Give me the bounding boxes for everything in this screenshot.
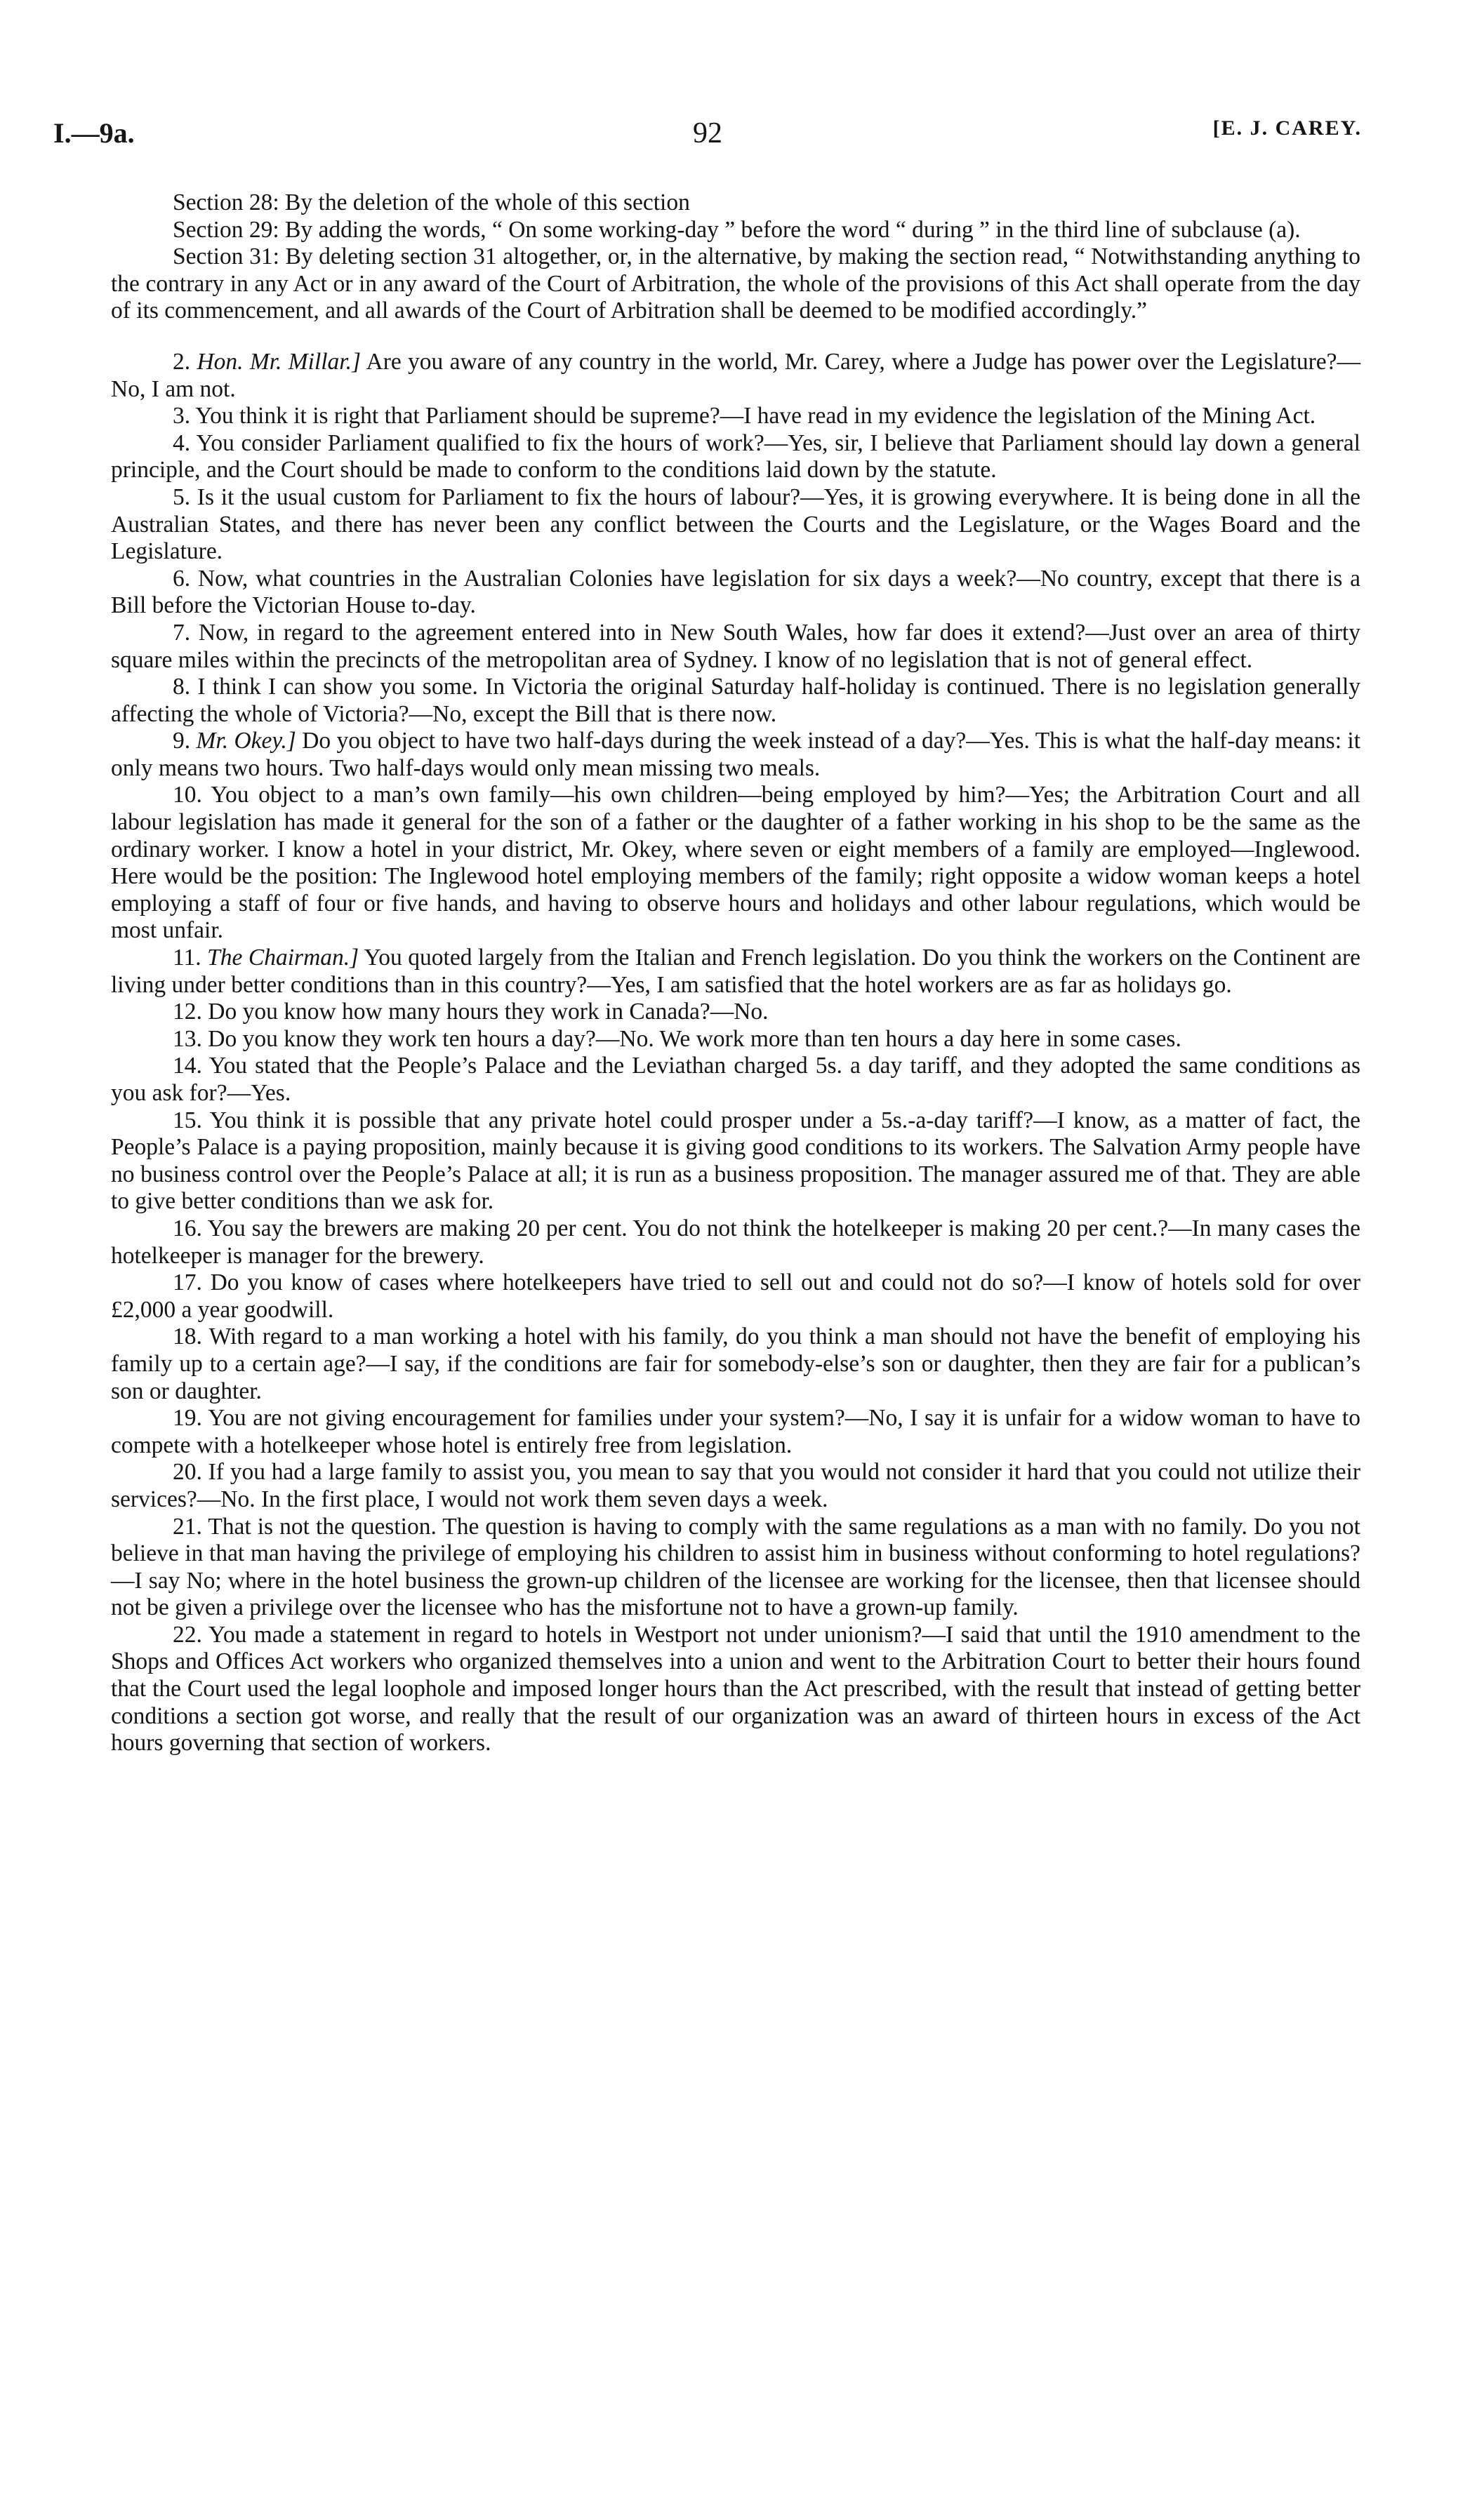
question-paragraph: [111, 620, 1360, 674]
question-paragraph: [111, 674, 1360, 728]
question-paragraph: [111, 1215, 1360, 1269]
question-paragraph: [111, 728, 1360, 782]
question-paragraph: [111, 1622, 1360, 1757]
section-amendment: Section 28: By the deletion of the whole of this section: [173, 189, 690, 215]
question-text: You made a statement in regard to hotels in Westport not under unionism?—I said that until the 1910 amendment to the Shops and Offices Act workers who organized themselves into a union and went to the Arbitration Court to better their hours found that the Court used the legal loophole and imposed longer hours than the Act prescribed, with the result that instead of getting better conditions a section got worse, and really that the result of our organization was an award of thirteen hours in excess of the Act hours governing that section of workers.: [111, 1621, 1360, 1756]
question-number: 6.: [173, 565, 191, 592]
question-text: Now, in regard to the agreement entered into in New South Wales, how far does it extend?—Just over an area of thirty square miles within the precincts of the metropolitan area of Sydney. I know of no legislation that is not of general effect.: [111, 619, 1360, 673]
question-number: 9.: [173, 728, 191, 754]
question-paragraph: [111, 484, 1360, 566]
question-text: You object to a man’s own family—his own children—being employed by him?—Yes; the Arbitration Court and all labour legislation has made it general for the son of a father or the daughter of a father working in his shop to be the same as the ordinary worker. I know a hotel in your district, Mr. Okey, where seven or eight members of a family are employed—Inglewood. Here would be the position: The Inglewood hotel employing members of the family; right opposite a widow woman keeps a hotel employing a staff of four or five hands, and having to observe hours and holidays and other labour regulations, which would be most unfair.: [111, 782, 1360, 944]
question-number: 16.: [173, 1215, 202, 1241]
section-amendment: Section 31: By deleting section 31 altogether, or, in the alternative, by making the section read, “ Notwithstanding anything to the contrary in any Act or in any award of the Court of Arbitration, the whole of the provisions of this Act shall operate from the day of its commencement, and all awards of the Court of Arbitration shall be deemed to be modified accordingly.”: [111, 244, 1360, 324]
question-text: Do you know how many hours they work in Canada?—No.: [208, 999, 769, 1025]
section-gap: [111, 325, 1360, 349]
question-paragraph: [111, 999, 1360, 1026]
page-number: 92: [693, 117, 722, 149]
page-header: [53, 116, 1362, 156]
question-paragraph: [111, 1405, 1360, 1459]
question-number: 21.: [173, 1513, 202, 1540]
question-paragraph: [111, 1324, 1360, 1405]
document-body: [111, 189, 1360, 1757]
question-paragraph: [111, 1459, 1360, 1513]
witness-name: [E. J. CAREY.: [1212, 116, 1362, 140]
question-text: Now, what countries in the Australian Colonies have legislation for six days a week?—No country, except that there is a Bill before the Victorian House to-day.: [111, 565, 1361, 619]
question-text: You quoted largely from the Italian and French legislation. Do you think the workers on the Continent are living under better conditions than in this country?—Yes, I am satisfied that the hotel workers are as far as holidays go.: [111, 945, 1360, 998]
question-number: 4.: [173, 429, 191, 456]
question-text: You stated that the People’s Palace and the Leviathan charged 5s. a day tariff, and they adopted the same conditions as you ask for?—Yes.: [111, 1053, 1360, 1106]
question-text: Are you aware of any country in the world, Mr. Carey, where a Judge has power over the Legislature?—No, I am not.: [111, 348, 1360, 402]
question-number: 15.: [173, 1107, 202, 1133]
speaker: Hon. Mr. Millar.]: [197, 348, 362, 375]
question-number: 20.: [173, 1459, 202, 1486]
question-paragraph: [111, 1026, 1360, 1053]
question-paragraph: [111, 1107, 1360, 1215]
question-number: 8.: [173, 674, 191, 700]
question-text: You think it is possible that any private hotel could prosper under a 5s.-a-day tariff?—I know, as a matter of fact, the People’s Palace is a paying proposition, mainly because it is giving good conditions to its workers. The Salvation Army people have no business control over the People’s Palace at all; it is run as a business proposition. The manager assured me of that. They are able to give better conditions than we ask for.: [111, 1107, 1360, 1215]
question-number: 10.: [173, 782, 202, 808]
question-text: You say the brewers are making 20 per cent. You do not think the hotelkeeper is making 20 per cent.?—In many cases the hotelkeeper is manager for the brewery.: [111, 1215, 1361, 1269]
question-number: 14.: [173, 1053, 202, 1079]
question-paragraph: [111, 1269, 1360, 1324]
question-number: 22.: [173, 1621, 202, 1648]
question-text: You consider Parliament qualified to fix the hours of work?—Yes, sir, I believe that Parliament should lay down a general principle, and the Court should be made to conform to the conditions laid down by the statute.: [111, 429, 1360, 484]
paper-reference: I.—9a.: [53, 117, 135, 149]
question-number: 7.: [173, 619, 191, 646]
question-paragraph: [111, 566, 1360, 620]
question-number: 5.: [173, 484, 191, 510]
question-paragraph: [111, 349, 1360, 403]
question-text: That is not the question. The question is having to comply with the same regulations as a man with no family. Do you not believe in that man having the privilege of employing his children to assist him in business without conforming to hotel regulations?—I say No; where in the hotel business the grown-up children of the licensee are working for the licensee, then that licensee should not be given a privilege over the licensee who has the misfortune not to have a grown-up family.: [111, 1513, 1360, 1621]
question-paragraph: [111, 782, 1360, 945]
question-text: Do you know they work ten hours a day?—No. We work more than ten hours a day here in some cases.: [208, 1025, 1181, 1052]
question-text: With regard to a man working a hotel with his family, do you think a man should not have the benefit of employing his family up to a certain age?—I say, if the conditions are fair for somebody-else’s son or daughter, then they are fair for a publican’s son or daughter.: [111, 1324, 1360, 1404]
question-text: You think it is right that Parliament should be supreme?—I have read in my evidence the legislation of the Mining Act.: [195, 403, 1316, 429]
question-number: 17.: [173, 1269, 202, 1296]
question-paragraph: [111, 945, 1360, 999]
question-number: 19.: [173, 1405, 202, 1432]
question-paragraph: [111, 403, 1360, 430]
question-text: You are not giving encouragement for families under your system?—No, I say it is unfair for a widow woman to have to compete with a hotelkeeper whose hotel is entirely free from legislation.: [111, 1405, 1360, 1458]
section-amendment: Section 29: By adding the words, “ On some working-day ” before the word “ during ” in the third line of subclause (a).: [173, 216, 1301, 243]
question-text: If you had a large family to assist you, you mean to say that you would not consider it hard that you could not utilize their services?—No. In the first place, I would not work them seven days a week.: [111, 1459, 1360, 1512]
question-text: Do you object to have two half-days during the week instead of a day?—Yes. This is what the half-day means: it only means two hours. Two half-days would only mean missing two meals.: [111, 728, 1360, 781]
question-number: 12.: [173, 999, 202, 1025]
speaker: Mr. Okey.]: [196, 728, 296, 754]
question-text: Do you know of cases where hotelkeepers have tried to sell out and could not do so?—I know of hotels sold for over £2,000 a year goodwill.: [111, 1269, 1361, 1323]
question-number: 18.: [173, 1324, 202, 1350]
question-paragraph: [111, 1053, 1360, 1107]
question-number: 3.: [173, 403, 191, 429]
question-paragraph: [111, 430, 1360, 484]
question-text: Is it the usual custom for Parliament to fix the hours of labour?—Yes, it is growing everywhere. It is being done in all the Australian States, and there has never been any conflict between the Courts and the Legislature, or the Wages Board and the Legislature.: [111, 484, 1361, 565]
speaker: The Chairman.]: [207, 945, 359, 971]
question-text: I think I can show you some. In Victoria the original Saturday half-holiday is continued. There is no legislation generally affecting the whole of Victoria?—No, except the Bill that is there now.: [111, 674, 1361, 727]
question-paragraph: [111, 1514, 1360, 1622]
question-number: 13.: [173, 1025, 202, 1052]
question-number: 2.: [173, 348, 191, 375]
question-number: 11.: [173, 945, 201, 971]
